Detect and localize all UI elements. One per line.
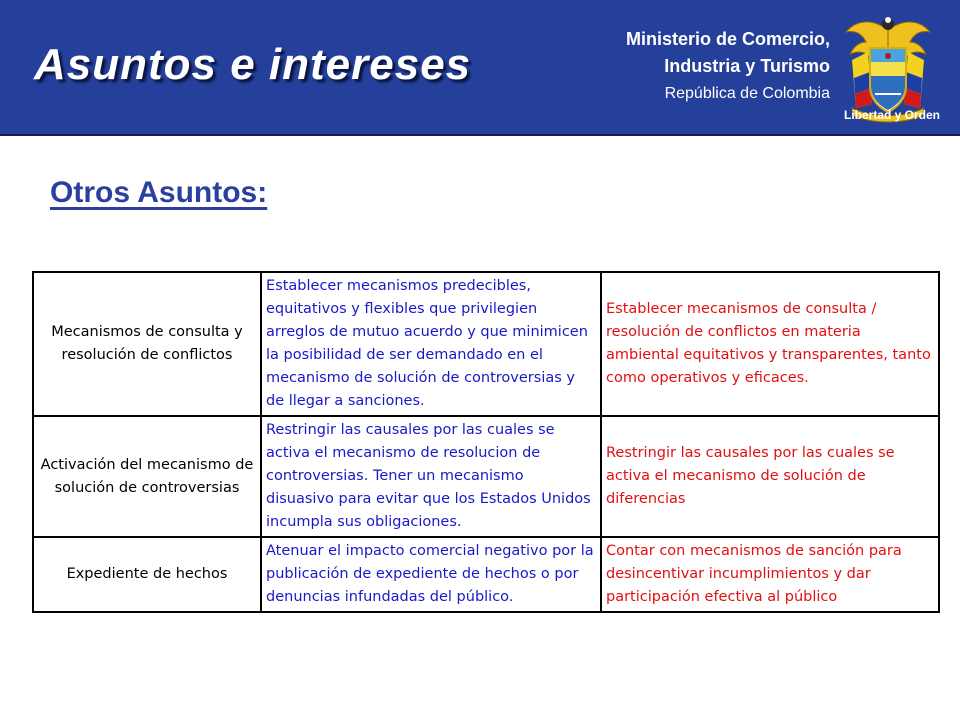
- position-cell: Establecer mecanismos de consulta / resolución de conflictos en materia ambiental equitativos y transparentes, tanto como operativos y eficaces.: [601, 272, 939, 416]
- proposal-cell: Establecer mecanismos predecibles, equitativos y flexibles que privilegien arreglos de mutuo acuerdo y que minimicen la posibilidad de ser demandado en el mecanismo de solución de controversias y de llegar a sanciones.: [261, 272, 601, 416]
- proposal-cell: Restringir las causales por las cuales se activa el mecanismo de resolucion de controversias. Tener un mecanismo disuasivo para evitar que los Estados Unidos incumpla sus obligaciones.: [261, 416, 601, 537]
- position-cell: Contar con mecanismos de sanción para desincentivar incumplimientos y dar participación efectiva al público: [601, 537, 939, 612]
- topic-cell: Mecanismos de consulta y resolución de conflictos: [33, 272, 261, 416]
- table-row: [33, 537, 939, 612]
- header-banner: [0, 0, 960, 136]
- section-heading: Otros Asuntos:: [50, 176, 268, 209]
- table-row: [33, 272, 939, 416]
- table-row: [33, 416, 939, 537]
- issues-table: [32, 271, 940, 613]
- slide-title: Asuntos e intereses: [34, 40, 472, 89]
- ministry-line-3: República de Colombia: [664, 85, 830, 102]
- proposal-cell: Atenuar el impacto comercial negativo por la publicación de expediente de hechos o por denuncias infundadas del público.: [261, 537, 601, 612]
- ministry-line-1: Ministerio de Comercio,: [625, 29, 830, 49]
- ministry-line-2: Industria y Turismo: [664, 56, 830, 76]
- topic-cell: Expediente de hechos: [33, 537, 261, 612]
- motto-label: Libertad y Orden: [843, 108, 941, 122]
- ministry-block: [626, 26, 830, 107]
- topic-cell: Activación del mecanismo de solución de controversias: [33, 416, 261, 537]
- position-cell: Restringir las causales por las cuales se activa el mecanismo de solución de diferencias: [601, 416, 939, 537]
